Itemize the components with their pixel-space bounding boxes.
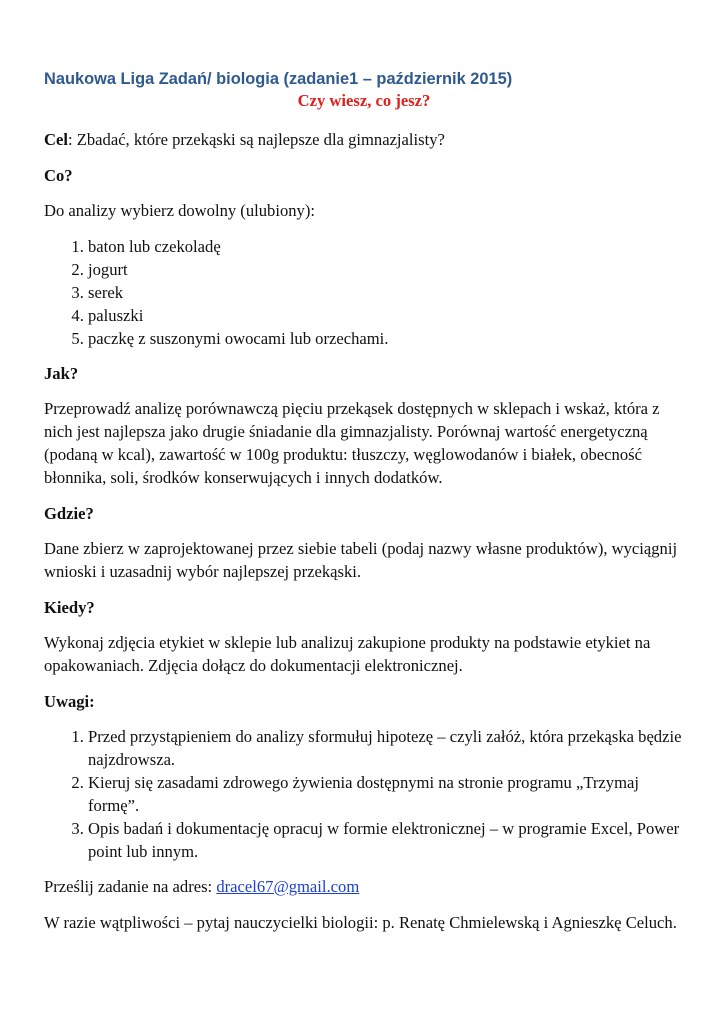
when-heading: Kiedy? xyxy=(44,598,95,617)
contact-paragraph: W razie wątpliwości – pytaj nauczycielki biologii: p. Renatę Chmielewską i Agnieszkę Celuch. xyxy=(44,913,677,932)
email-link[interactable]: dracel67@gmail.com xyxy=(216,877,360,896)
list-item: 5. paczkę z suszonymi owocami lub orzechami. xyxy=(88,327,684,350)
where-paragraph: Dane zbierz w zaprojektowanej przez siebie tabeli (podaj nazwy własne produktów), wyciągnij wnioski i uzasadnij wybór najlepszej przekąski. xyxy=(44,539,678,581)
what-heading: Co? xyxy=(44,166,73,185)
goal-paragraph xyxy=(44,128,684,151)
notes-heading: Uwagi: xyxy=(44,692,95,711)
how-paragraph: Przeprowadź analizę porównawczą pięciu przekąsek dostępnych w sklepach i wskaż, która z nich jest najlepsza jako drugie śniadanie dla gimnazjalisty. Porównaj wartość energetyczną (podaną w kcal), zawartość w 100g produktu: tłuszczy, węglowodanów i białek, obecność błonnika, soli, środków konserwujących i innych dodatków. xyxy=(44,399,660,487)
list-item: 1. Przed przystąpieniem do analizy sformułuj hipotezę – czyli załóż, która przekąska będzie najzdrowsza. xyxy=(88,725,684,771)
list-item: 3. serek xyxy=(88,281,684,304)
list-item: 3. Opis badań i dokumentację opracuj w formie elektronicznej – w programie Excel, Power point lub innym. xyxy=(88,817,684,863)
list-item: 1. baton lub czekoladę xyxy=(88,235,684,258)
document-title: Naukowa Liga Zadań/ biologia (zadanie1 – październik 2015) xyxy=(44,70,513,88)
when-paragraph: Wykonaj zdjęcia etykiet w sklepie lub analizuj zakupione produkty na podstawie etykiet na opakowaniach. Zdjęcia dołącz do dokumentacji elektronicznej. xyxy=(44,633,651,675)
submit-paragraph xyxy=(44,875,684,898)
how-heading: Jak? xyxy=(44,364,79,383)
goal-text: : Zbadać, które przekąski są najlepsze dla gimnazjalisty? xyxy=(67,130,445,149)
submit-text: Prześlij zadanie na adres: xyxy=(44,877,217,896)
document-page xyxy=(44,68,684,947)
list-item: 4. paluszki xyxy=(88,304,684,327)
list-item: 2. Kieruj się zasadami zdrowego żywienia dostępnymi na stronie programu „Trzymaj formę”. xyxy=(88,771,684,817)
notes-list xyxy=(44,725,684,863)
what-intro: Do analizy wybierz dowolny (ulubiony): xyxy=(44,201,315,220)
document-subtitle: Czy wiesz, co jesz? xyxy=(297,91,431,110)
snack-list xyxy=(44,235,684,350)
goal-label: Cel xyxy=(44,130,68,149)
where-heading: Gdzie? xyxy=(44,504,94,523)
list-item: 2. jogurt xyxy=(88,258,684,281)
